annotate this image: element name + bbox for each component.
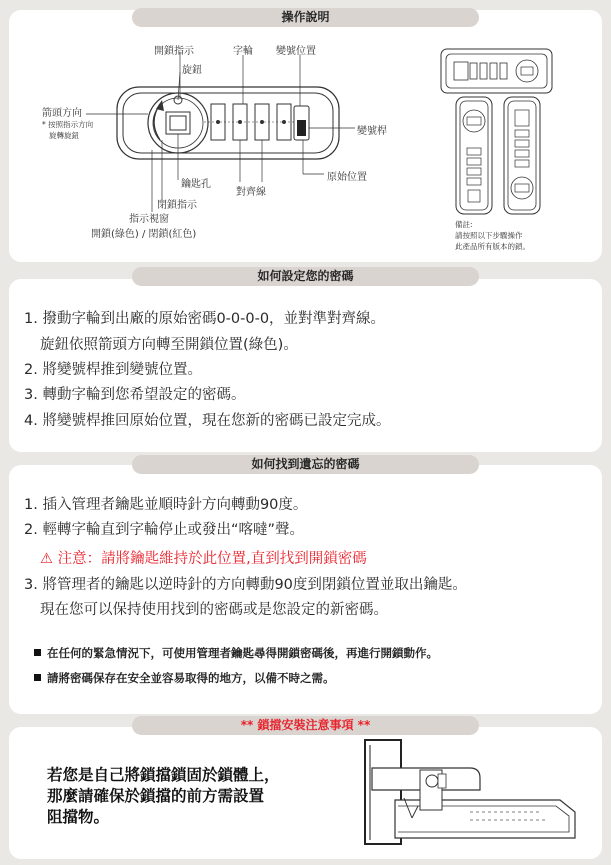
label-arrow-note-2: 旋轉旋鈕 xyxy=(49,131,79,140)
label-dial: 字輪 xyxy=(233,46,253,57)
label-window-colors: 開鎖(綠色) / 閉鎖(紅色) xyxy=(91,229,197,240)
set-step-1-cont: 旋鈕依照箭頭方向轉至開鎖位置(綠色)。 xyxy=(40,337,298,353)
label-unlock-indicator: 開鎖指示 xyxy=(154,46,194,57)
set-step-3: 3. 轉動字輪到您希望設定的密碼。 xyxy=(24,387,246,403)
installation-line-3: 阻擋物。 xyxy=(47,808,110,826)
set-step-1: 1. 撥動字輪到出廠的原始密碼0-0-0-0，並對準對齊線。 xyxy=(24,311,386,327)
label-arrow-direction: 箭頭方向 xyxy=(42,108,82,119)
note-heading: 備註: xyxy=(455,220,473,229)
label-change-position: 變號位置 xyxy=(276,46,316,57)
label-alignment-line: 對齊線 xyxy=(236,187,266,198)
installation-title: ** 鎖擋安裝注意事項 ** xyxy=(132,716,479,735)
bullet-emergency-text: 在任何的緊急情況下，可使用管理者鑰匙尋得開鎖密碼後，再進行開鎖動作。 xyxy=(47,646,438,660)
set-step-4: 4. 將變號桿推回原始位置，現在您新的密碼已設定完成。 xyxy=(24,413,391,429)
installation-line-1: 若您是自己將鎖擋鎖固於鎖體上， xyxy=(47,766,280,784)
set-step-2: 2. 將變號桿推到變號位置。 xyxy=(24,362,202,378)
installation-line-2: 那麼請確保於鎖擋的前方需設置 xyxy=(47,787,265,805)
label-indicator-window: 指示視窗 xyxy=(129,214,169,225)
label-arrow-note-1: * 按照指示方向 xyxy=(42,120,94,129)
note-line-1: 請按照以下步驟操作 xyxy=(455,231,523,240)
note-line-2: 此產品所有版本的鎖。 xyxy=(455,242,530,251)
warning-text: ⚠ 注意：請將鑰匙維持於此位置,直到找到開鎖密碼 xyxy=(40,551,367,567)
set-password-title: 如何設定您的密碼 xyxy=(132,267,479,286)
find-step-3-cont: 現在您可以保持使用找到的密碼或是您設定的新密碼。 xyxy=(40,602,388,618)
find-step-2: 2. 輕轉字輪直到字輪停止或發出“喀噠”聲。 xyxy=(24,522,304,538)
operation-title: 操作說明 xyxy=(132,8,479,27)
label-key-hole: 鑰匙孔 xyxy=(181,179,211,190)
bullet-save-password-text: 請將密碼保存在安全並容易取得的地方，以備不時之需。 xyxy=(47,671,335,685)
label-lock-indicator: 閉鎖指示 xyxy=(157,200,197,211)
label-change-lever: 變號桿 xyxy=(357,126,387,137)
find-password-title: 如何找到遺忘的密碼 xyxy=(132,455,479,474)
find-step-3: 3. 將管理者的鑰匙以逆時針的方向轉動90度到閉鎖位置並取出鑰匙。 xyxy=(24,577,467,593)
label-original-position: 原始位置 xyxy=(327,172,367,183)
find-step-1: 1. 插入管理者鑰匙並順時針方向轉動90度。 xyxy=(24,497,308,513)
label-knob: 旋鈕 xyxy=(182,65,202,76)
